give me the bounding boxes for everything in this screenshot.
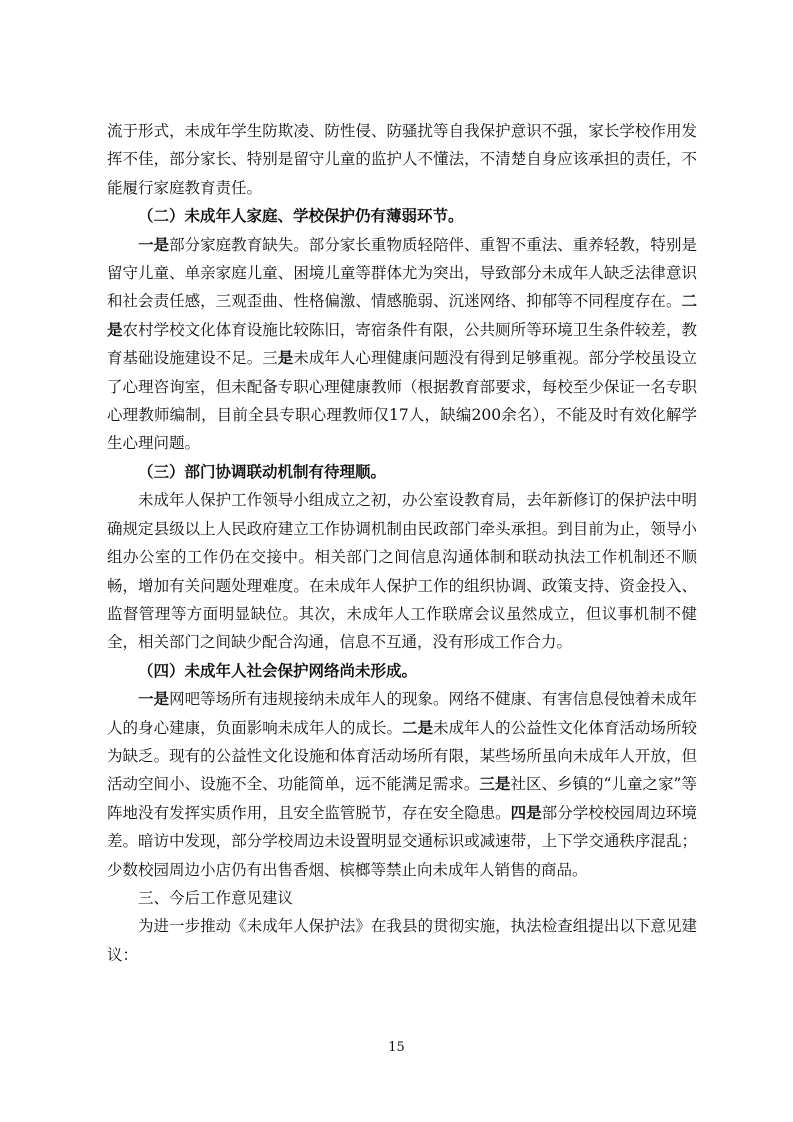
paragraph-continuation [107, 117, 697, 202]
section-heading-4 [107, 657, 697, 685]
text-run: 农村学校文化体育设施比较陈旧，寄宿条件有限，公共厕所等环境卫生条件较差，教育基础设施建设不足。三 [107, 320, 697, 368]
bold-lead: 三是 [479, 774, 511, 794]
text-run: 网吧等场所有违规接纳未成年人的现象。网络不健康、有害信息侵蚀着未成年人的身心建康，负面影响未成年人的成长。 [107, 690, 697, 737]
text-run: 部分家庭教育缺失。部分家长重物质轻陪伴、重智不重法、重养轻教，特别是留守儿童、单亲家庭儿童、困境儿童等群体尤为突出，导致部分未成年人缺乏法律意识和社会责任感，三观歪曲、性格偏激、情感脆弱、沉迷网络、抑郁等不同程度存在。 [107, 235, 697, 311]
heading-text: （二）未成年人家庭、学校保护仍有薄弱环节。 [138, 206, 464, 226]
heading-text: 三、今后工作意见建议 [138, 888, 294, 907]
paragraph-suggestions-intro [107, 912, 697, 969]
text-run: 部分学校校园周边环境差。暗访中发现，部分学校周边未设置明显交通标识或减速带，上下学交通秩序混乱；少数校园周边小店仍有出售香烟、槟榔等禁止向未成年人销售的商品。 [107, 803, 697, 879]
document-body [107, 117, 697, 969]
paragraph-coordination [107, 486, 697, 656]
text-run: 未成年人心理健康问题没有得到足够重视。部分学校虽设立了心理咨询室，但未配备专职心理健康教师（根据教育部要求，每校至少保证一名专职心理教师编制，目前全县专职心理教师仅17人，缺编200余名），不能及时有效化解学生心理问题。 [107, 349, 697, 453]
text-run: 流于形式，未成年学生防欺凌、防性侵、防骚扰等自我保护意识不强，家长学校作用发挥不佳，部分家长、特别是留守儿童的监护人不懂法，不清楚自身应该承担的责任，不能履行家庭教育责任。 [107, 122, 697, 197]
page-number: 15 [388, 1040, 405, 1055]
section-heading-2 [107, 202, 697, 230]
text-run: 未成年人的公益性文化体育活动场所较为缺乏。现有的公益性文化设施和体育活动场所有限，某些场所虽向未成年人开放，但活动空间小、设施不全、功能简单，远不能满足需求。 [107, 718, 697, 794]
section-heading-suggestions [107, 884, 697, 912]
text-run: 未成年人保护工作领导小组成立之初，办公室设教育局，去年新修订的保护法中明确规定县级以上人民政府建立工作协调机制由民政部门牵头承担。到目前为止，领导小组办公室的工作仍在交接中。相关部门之间信息沟通体制和联动执法工作机制还不顺畅，增加有关问题处理难度。在未成年人保护工作的组织协调、政策支持、资金投入、监督管理等方面明显缺位。其次，未成年人工作联席会议虽然成立，但议事机制不健全，相关部门之间缺少配合沟通，信息不互通，没有形成工作合力。 [107, 491, 697, 652]
paragraph-family-school [107, 231, 697, 458]
bold-lead: 一是 [138, 234, 170, 254]
heading-text: （三）部门协调联动机制有待理顺。 [138, 461, 387, 481]
text-run: 为进一步推动《未成年人保护法》在我县的贯彻实施，执法检查组提出以下意见建议： [107, 917, 697, 964]
bold-lead: 四是 [510, 802, 542, 822]
text-run: 社区、乡镇的“儿童之家”等阵地没有发挥实质作用，且安全监管脱节，存在安全隐患。 [107, 775, 697, 822]
bold-lead: 是 [277, 348, 294, 368]
bold-lead: 二是 [107, 291, 697, 339]
section-heading-3 [107, 458, 697, 486]
heading-text: （四）未成年人社会保护网络尚未形成。 [138, 660, 418, 680]
bold-lead: 一是 [138, 689, 170, 709]
bold-lead: 二是 [402, 717, 434, 737]
paragraph-social-protection [107, 685, 697, 884]
